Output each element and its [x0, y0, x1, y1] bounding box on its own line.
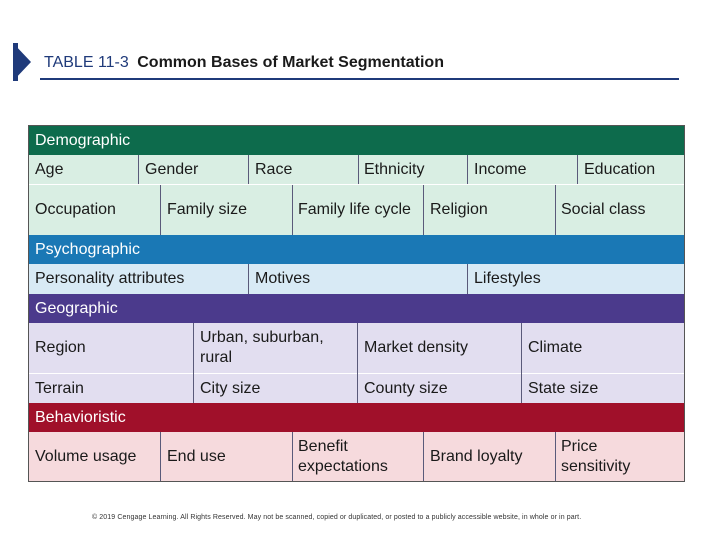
table-title-text: Common Bases of Market Segmentation [137, 54, 444, 71]
cell-climate: Climate [528, 339, 583, 356]
behavioristic-body [29, 432, 684, 481]
cell-brand-loyalty: Brand loyalty [430, 447, 523, 465]
cell-region: Region [35, 339, 86, 356]
cell-urban-suburban-rural: Urban, suburban, rural [200, 329, 324, 366]
cell-ethnicity: Ethnicity [364, 160, 425, 178]
cell-occupation: Occupation [35, 201, 116, 218]
cell-personality-attributes: Personality attributes [35, 270, 185, 287]
table-title [44, 54, 444, 72]
cell-income: Income [474, 160, 527, 178]
copyright-footer: © 2019 Cengage Learning. All Rights Reserved. May not be scanned, copied or duplicated, or posted to a publicly accessible website, in whole or in part. [92, 514, 582, 521]
cell-motives: Motives [255, 270, 311, 287]
cell-price-sensitivity: Price sensitivity [561, 437, 631, 475]
cell-city-size: City size [200, 379, 261, 397]
psychographic-header: Psychographic [29, 235, 684, 264]
cell-family-size: Family size [167, 201, 248, 218]
cell-county-size: County size [364, 379, 448, 397]
cell-terrain: Terrain [35, 379, 84, 397]
psychographic-body [29, 264, 684, 294]
behavioristic-header: Behavioristic [29, 403, 684, 432]
segmentation-table [28, 125, 685, 482]
geographic-body [29, 323, 684, 403]
cell-age: Age [35, 160, 64, 178]
cell-end-use: End use [167, 447, 226, 465]
cell-religion: Religion [430, 201, 488, 218]
demographic-header: Demographic [29, 126, 684, 155]
cell-state-size: State size [528, 379, 599, 397]
title-accent-arrow [13, 43, 31, 81]
cell-race: Race [255, 160, 293, 178]
cell-market-density: Market density [364, 339, 469, 356]
table-number: TABLE 11-3 [44, 54, 129, 71]
demographic-body [29, 155, 684, 235]
cell-volume-usage: Volume usage [35, 447, 137, 465]
title-underline [40, 78, 679, 80]
cell-social-class: Social class [561, 201, 646, 218]
cell-family-life-cycle: Family life cycle [298, 201, 411, 218]
cell-education: Education [584, 160, 656, 178]
cell-gender: Gender [145, 160, 199, 178]
geographic-header: Geographic [29, 294, 684, 323]
cell-lifestyles: Lifestyles [474, 270, 541, 287]
cell-benefit-expectations: Benefit expectations [298, 437, 388, 475]
